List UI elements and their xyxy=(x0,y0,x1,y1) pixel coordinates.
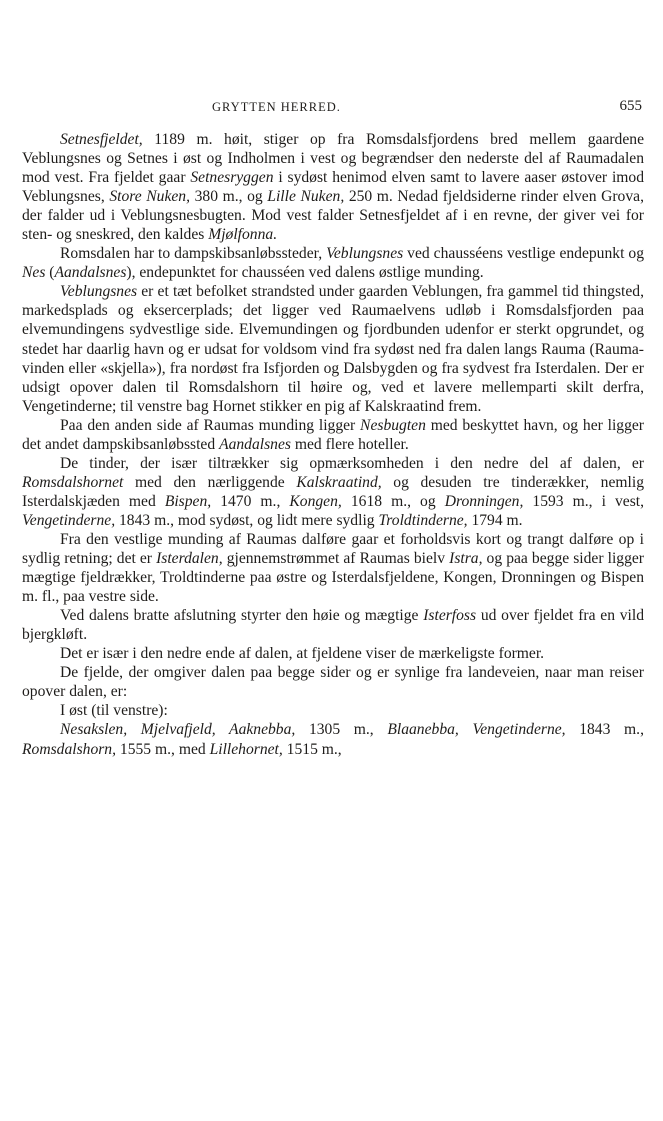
text-run: ved chausséens vestlige endepunkt og xyxy=(403,245,644,263)
text-run: med den nærliggende xyxy=(123,473,297,491)
text-run: 1555 m., med xyxy=(116,740,210,758)
italic-term: Bispen, xyxy=(164,492,212,510)
text-run: 1515 m., xyxy=(282,740,342,758)
italic-term: Nesakslen, Mjelvafjeld, Aaknebba, xyxy=(60,721,296,739)
page-header xyxy=(22,100,642,120)
text-run: og desuden tre tinderækker, nemlig Isterdalskjæden med xyxy=(22,473,644,510)
italic-term: Setnesfjeldet, xyxy=(60,131,143,148)
text-run: 1305 m., xyxy=(295,721,388,739)
paragraph-veblungsnes xyxy=(22,282,644,415)
italic-term: Aandalsnes xyxy=(54,264,127,282)
text-run: ud over fjeldet fra en vild bjergkløft. xyxy=(22,607,644,644)
text-run: 1189 m. høit, stiger op fra Romsdalsfjordens bred mellem gaardene Veblungsnes og Setnes i øst og Indholmen i vest og begrændser den nederste del af Raumadalen mod vest. Fra fjeldet gaar xyxy=(22,131,644,187)
text-run: 1470 m., xyxy=(211,492,290,510)
paragraph-peaks xyxy=(22,454,644,530)
text-run: i sydøst henimod elven samt to lavere aaser østover imod Veblungsnes, xyxy=(22,169,645,206)
text-run: Det er især i den nedre ende af dalen, at fjeldene viser de mærkeligste former. xyxy=(60,645,545,663)
italic-term: Veblungsnes xyxy=(60,283,138,301)
paragraph-visible-mountains xyxy=(22,663,644,701)
text-run: Ved dalens bratte afslutning styrter den høie og mægtige xyxy=(60,607,424,625)
italic-term: Romsdalshornet xyxy=(22,473,124,491)
body-text xyxy=(22,130,644,759)
text-run: 1593 m., i vest, xyxy=(523,492,644,510)
paragraph-isterfoss xyxy=(22,606,644,644)
italic-term: Dronningen, xyxy=(444,492,524,510)
italic-term: Isterdalen, xyxy=(156,550,223,568)
italic-term: Lillehornet, xyxy=(209,740,283,758)
italic-term: Isterfoss xyxy=(423,607,477,625)
italic-term: Nes xyxy=(22,264,46,282)
text-run: ( xyxy=(45,264,55,282)
italic-term: Kongen, xyxy=(289,492,342,510)
italic-term: Aandalsnes xyxy=(219,435,291,453)
text-run: er et tæt befolket strandsted under gaarden Veblungen, fra gammel tid thingsted, markedsplads og eksercerplads; det ligger ved Raumaelvens udløb i Romsdalsfjorden paa elvemundingens sydvestlige side. Elvemundingen og fjordbunden udenfor er sterkt opgrundet, og stedet har daarlig havn og er udsat for voldsom vind fra sydøst ned fra dalen langs Rauma (Rauma-vinden eller «skjella»), fra nordøst fra Isfjorden og Dalsbygden og fra sydvest fra Isterdalen. Der er udsigt opover dalen til Romsdalshorn til høire og, ved et lavere mellemparti skilt derfra, Vengetinderne; til venstre bag Hornet stikker en pig af Kalskraatind frem. xyxy=(22,283,644,415)
italic-term: Lille Nuken, xyxy=(267,188,345,206)
page-number: 655 xyxy=(619,98,642,114)
text-run: Romsdalen har to dampskibsanløbssteder, xyxy=(60,245,327,263)
text-run: med flere hoteller. xyxy=(290,435,409,453)
paragraph-steamship-stops xyxy=(22,244,644,282)
italic-term: Store Nuken, xyxy=(109,188,190,206)
text-run: med beskyttet havn, og her ligger det andet dampskibsanløbssted xyxy=(22,416,644,453)
text-run: I øst (til venstre): xyxy=(60,702,168,720)
paragraph-nesbugten xyxy=(22,416,644,454)
italic-term: Nesbugten xyxy=(360,416,426,434)
text-run: 380 m., og xyxy=(190,188,268,206)
text-run: 1794 m. xyxy=(467,511,523,529)
paragraph-setnesfjeldet xyxy=(22,130,644,244)
italic-term: Vengetinderne, xyxy=(22,511,116,529)
italic-term: Setnesryggen xyxy=(190,169,274,187)
text-run: gjennemstrømmet af Raumas bielv xyxy=(222,550,450,568)
italic-term: Veblungsnes xyxy=(326,245,404,263)
text-run: De fjelde, der omgiver dalen paa begge sider og er synlige fra landeveien, naar man reiser opover dalen, er: xyxy=(22,664,644,701)
italic-term: Istra, xyxy=(449,550,483,568)
italic-term: Troldtinderne, xyxy=(378,511,468,529)
text-run: 1843 m., mod sydøst, og lidt mere sydlig xyxy=(115,511,379,529)
paragraph-east-list xyxy=(22,720,644,758)
paragraph-isterdalen xyxy=(22,530,644,606)
italic-term: Romsdalshorn, xyxy=(22,740,117,758)
running-head: GRYTTEN HERRED. xyxy=(212,100,341,114)
text-run: 1843 m., xyxy=(565,721,644,739)
italic-term: Kalskraatind, xyxy=(296,473,382,491)
paragraph-mountain-forms xyxy=(22,644,644,663)
text-run: 250 m. Nedad fjeldsiderne rinder elven Grova, der falder ud i Veblungsnesbugten. Mod vest falder Setnesfjeldet af i en revne, der giver vei for sten- og sneskred, den kaldes xyxy=(22,188,644,244)
text-run: Fra den vestlige munding af Raumas dalføre gaar et forholdsvis kort og trangt dalføre op i sydlig retning; det er xyxy=(22,530,644,568)
text-run: De tinder, der især tiltrækker sig opmærksomheden i den nedre del af dalen, er xyxy=(60,454,644,472)
text-run: og paa begge sider ligger mægtige fjeldrækker, Troldtinderne paa østre og Isterdalsfjeldene, Kongen, Dronningen og Bispen m. fl., paa vestre side. xyxy=(22,550,644,606)
italic-term: Blaanebba, Vengetinderne, xyxy=(387,721,566,739)
text-run: 1618 m., og xyxy=(341,492,445,510)
text-run: Paa den anden side af Raumas munding ligger xyxy=(60,416,361,434)
text-run: ), endepunktet for chausséen ved dalens østlige munding. xyxy=(126,264,484,282)
italic-term: Mjølfonna. xyxy=(208,226,278,244)
paragraph-east-heading xyxy=(22,701,644,720)
